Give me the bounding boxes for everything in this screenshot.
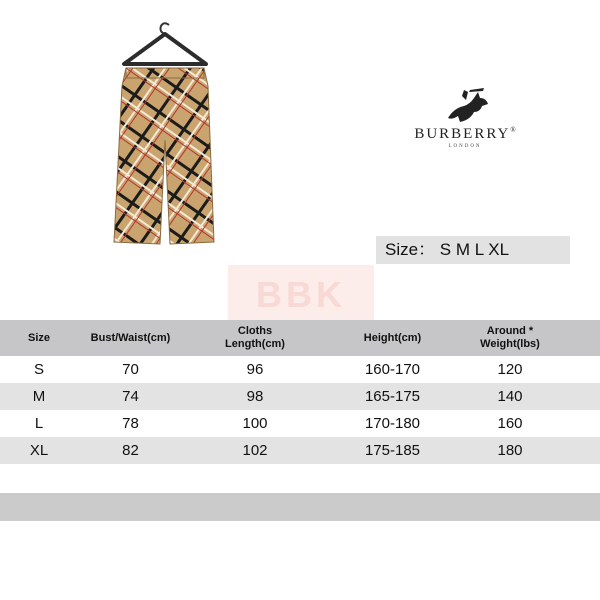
cell-size: XL <box>29 442 49 459</box>
cell-bust-waist: 74 <box>122 388 139 405</box>
table-header-row <box>0 320 600 356</box>
footer-divider-bar <box>0 493 600 521</box>
cell-weight: 160 <box>497 415 523 432</box>
table-row <box>0 437 600 464</box>
cell-weight: 180 <box>497 442 523 459</box>
brand-wordmark: BURBERRY® <box>414 126 516 142</box>
table-row <box>0 383 600 410</box>
table-row <box>0 410 600 437</box>
table-row <box>0 356 600 383</box>
cell-size: S <box>33 361 44 378</box>
cell-weight: 120 <box>497 361 523 378</box>
burberry-logo <box>395 88 535 158</box>
plaid-pants-image <box>100 20 230 260</box>
header-cloths-length: Cloths Length(cm) <box>225 325 285 350</box>
cell-size: L <box>34 415 44 432</box>
header-height: Height(cm) <box>363 331 422 344</box>
cell-bust-waist: 78 <box>122 415 139 432</box>
cell-height: 175-185 <box>364 442 421 459</box>
cell-bust-waist: 82 <box>122 442 139 459</box>
cell-size: M <box>32 388 46 405</box>
header-bust-waist: Bust/Waist(cm) <box>90 331 171 344</box>
cell-height: 160-170 <box>364 361 421 378</box>
cell-length: 102 <box>242 442 268 459</box>
cell-length: 96 <box>246 361 264 378</box>
cell-weight: 140 <box>497 388 523 405</box>
cell-length: 98 <box>246 388 264 405</box>
cell-bust-waist: 70 <box>122 361 139 378</box>
header-size: Size <box>27 331 50 344</box>
brand-city: LONDON <box>448 144 482 149</box>
sizes-available-label: Size： S M L XL <box>376 236 570 264</box>
header-weight: Around * Weight(lbs) <box>480 325 540 350</box>
cell-height: 170-180 <box>364 415 421 432</box>
watermark: BBK <box>228 265 374 325</box>
cell-length: 100 <box>242 415 268 432</box>
equestrian-knight-icon <box>440 88 490 124</box>
product-image <box>100 20 230 260</box>
cell-height: 165-175 <box>364 388 421 405</box>
